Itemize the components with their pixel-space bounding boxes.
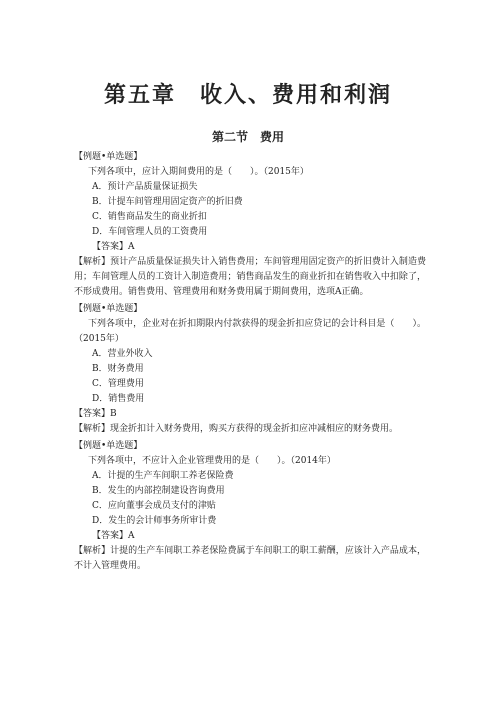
option-d: D．发生的会计师事务所审计费 [92,516,217,526]
answer-line: 【答案】A [92,531,135,541]
option-a: A．营业外收入 [92,349,153,359]
option-b: B．发生的内部控制建设咨询费用 [92,486,225,496]
question-stem: 下列各项中，企业对在折扣期限内付款获得的现金折扣应贷记的会计科目是（ ）。（2015年） [74,319,426,344]
answer-line: 【答案】B [74,409,117,419]
option-b: B．财务费用 [92,364,144,374]
option-d: D．销售费用 [92,394,145,404]
document-body [74,150,426,574]
option-a: A．预计产品质量保证损失 [92,182,198,192]
answer-line: 【答案】A [92,242,135,252]
question-tag: 【例题•单选题】 [74,152,143,162]
analysis-text: 【解析】现金折扣计入财务费用，购买方获得的现金折扣应冲减相应的财务费用。 [74,424,399,434]
question-stem: 下列各项中，应计入期间费用的是（ ）。（2015年） [88,167,309,177]
question-block [74,150,426,300]
section-title: 第二节 费用 [211,130,284,144]
question-tag: 【例题•单选题】 [74,441,143,451]
question-block [74,302,426,437]
question-stem: 下列各项中，不应计入企业管理费用的是（ ）。（2014年） [88,456,336,466]
option-c: C．应向董事会成员支付的津贴 [92,501,216,511]
question-tag: 【例题•单选题】 [74,304,143,314]
chapter-title: 第五章 收入、费用和利润 [103,82,392,108]
analysis-text: 【解析】预计产品质量保证损失计入销售费用；车间管理用固定资产的折旧费计入制造费用；车间管理人员的工资计入制造费用；销售商品发生的商业折扣在销售收入中扣除了，不形成费用。销售费用、管理费用和财务费用属于期间费用，选项A正确。 [74,257,426,297]
option-d: D．车间管理人员的工资费用 [92,227,208,237]
option-c: C．管理费用 [92,379,144,389]
option-c: C．销售商品发生的商业折扣 [92,212,207,222]
question-block [74,439,426,574]
option-a: A．计提的生产车间职工养老保险费 [92,471,234,481]
analysis-text: 【解析】计提的生产车间职工养老保险费属于车间职工的职工薪酬，应该计入产品成本，不计入管理费用。 [74,546,426,571]
option-b: B．计提车间管理用固定资产的折旧费 [92,197,243,207]
